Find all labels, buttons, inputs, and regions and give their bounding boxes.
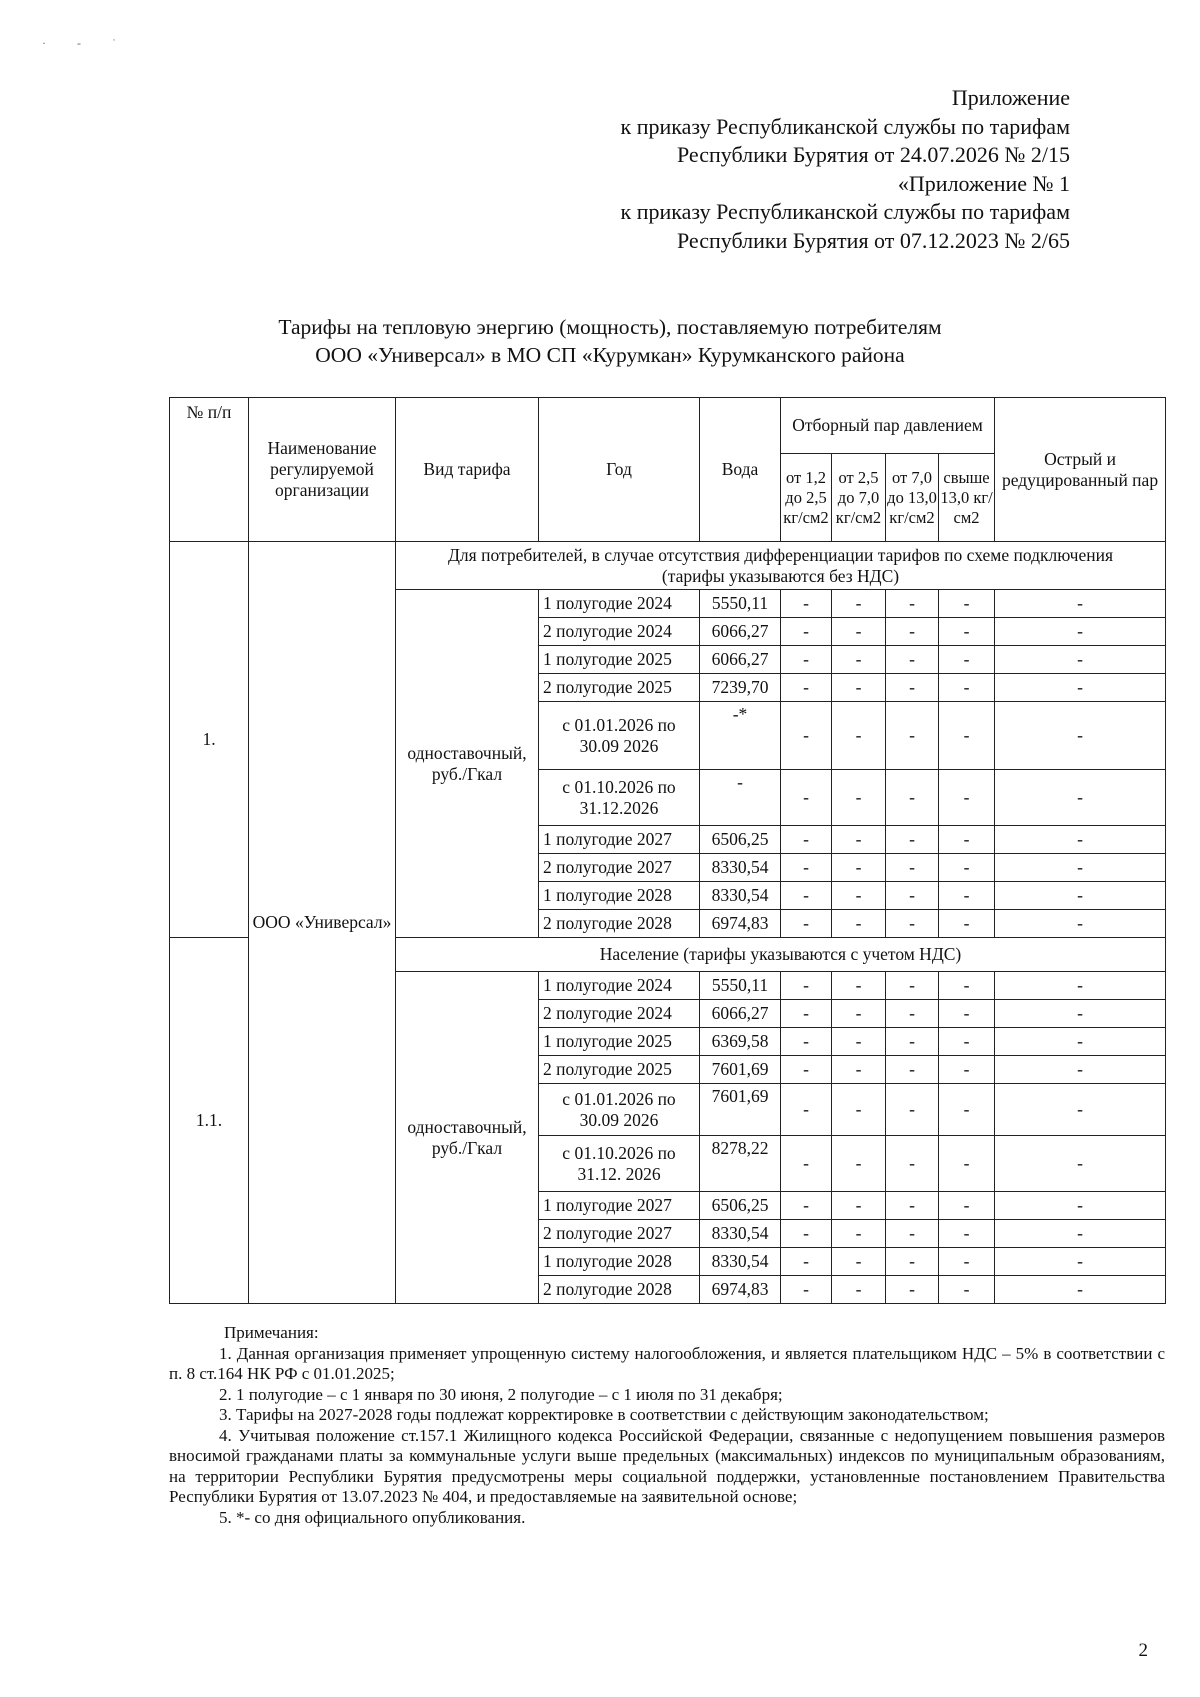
- steam-value: -: [886, 1136, 939, 1192]
- header-num-text: № п/п: [186, 402, 232, 422]
- water-value: -: [700, 770, 781, 826]
- steam-value: -: [781, 1276, 832, 1304]
- water-value: 6506,25: [700, 1192, 781, 1220]
- steam-value: -: [832, 702, 886, 770]
- note-item: 2. 1 полугодие – с 1 января по 30 июня, 2 полугодие – с 1 июля по 31 декабря;: [219, 1384, 783, 1404]
- section-caption: Население (тарифы указываются с учетом НДС): [396, 938, 1166, 972]
- water-value: 7601,69: [700, 1056, 781, 1084]
- header-line: Приложение: [951, 85, 1070, 110]
- steam-value: -: [886, 882, 939, 910]
- water-value: 6974,83: [700, 1276, 781, 1304]
- steam-value: -: [939, 1248, 995, 1276]
- steam-value: -: [781, 1028, 832, 1056]
- header-line: Республики Бурятия от 07.12.2023 № 2/65: [676, 227, 1070, 253]
- year-cell: 1 полугодие 2027: [539, 1192, 700, 1220]
- steam-value: -: [939, 882, 995, 910]
- water-value: 6066,27: [700, 1000, 781, 1028]
- steam-value: -: [832, 1136, 886, 1192]
- year-cell: 1 полугодие 2028: [539, 882, 700, 910]
- sharp-steam-value: -: [995, 618, 1166, 646]
- steam-value: -: [781, 1056, 832, 1084]
- scan-marks: · - ˙: [42, 36, 130, 50]
- water-value: 7601,69: [700, 1084, 781, 1136]
- sharp-steam-value: -: [995, 826, 1166, 854]
- steam-value: -: [832, 1276, 886, 1304]
- sharp-steam-value: -: [995, 590, 1166, 618]
- sharp-steam-value: -: [995, 1056, 1166, 1084]
- steam-value: -: [886, 770, 939, 826]
- steam-value: -: [832, 1000, 886, 1028]
- header-line: к приказу Республиканской службы по тарифам: [620, 199, 1070, 224]
- steam-value: -: [781, 1000, 832, 1028]
- tariff-type: одноставочный, руб./Гкал: [396, 590, 539, 938]
- year-cell: 1 полугодие 2025: [539, 1028, 700, 1056]
- sharp-steam-value: -: [995, 1220, 1166, 1248]
- steam-value: -: [781, 618, 832, 646]
- document-title: [180, 313, 1040, 369]
- header-org: Наименование регулируемой организации: [249, 398, 396, 542]
- note-item: 5. *- со дня официального опубликования.: [219, 1507, 526, 1527]
- steam-value: -: [939, 590, 995, 618]
- steam-value: -: [781, 590, 832, 618]
- steam-value: -: [832, 1028, 886, 1056]
- steam-value: -: [781, 826, 832, 854]
- tariff-type: одноставочный, руб./Гкал: [396, 972, 539, 1304]
- steam-value: -: [886, 972, 939, 1000]
- steam-value: -: [781, 1248, 832, 1276]
- sharp-steam-value: -: [995, 854, 1166, 882]
- steam-value: -: [832, 910, 886, 938]
- steam-value: -: [939, 1056, 995, 1084]
- steam-value: -: [781, 702, 832, 770]
- year-cell: 2 полугодие 2028: [539, 910, 700, 938]
- section-caption-row: [170, 542, 1166, 590]
- year-cell: 2 полугодие 2024: [539, 1000, 700, 1028]
- year-cell: 2 полугодие 2025: [539, 674, 700, 702]
- steam-value: -: [832, 1084, 886, 1136]
- water-value: -*: [700, 702, 781, 770]
- sharp-steam-value: -: [995, 1248, 1166, 1276]
- section-caption: Для потребителей, в случае отсутствия дифференциации тарифов по схеме подключения (тарифы указываются без НДС): [396, 542, 1166, 590]
- title-line-1: Тарифы на тепловую энергию (мощность), поставляемую потребителям: [278, 315, 942, 339]
- steam-value: -: [832, 1192, 886, 1220]
- steam-value: -: [781, 882, 832, 910]
- steam-value: -: [939, 1220, 995, 1248]
- sharp-steam-value: -: [995, 770, 1166, 826]
- steam-value: -: [832, 1056, 886, 1084]
- water-value: 6066,27: [700, 618, 781, 646]
- header-tariff-type: Вид тарифа: [396, 398, 539, 542]
- steam-value: -: [832, 618, 886, 646]
- steam-value: -: [781, 854, 832, 882]
- water-value: 6974,83: [700, 910, 781, 938]
- steam-value: -: [939, 674, 995, 702]
- steam-value: -: [939, 854, 995, 882]
- steam-value: -: [939, 1000, 995, 1028]
- header-block: [621, 84, 1070, 255]
- header-line: Республики Бурятия от 24.07.2026 № 2/15: [676, 142, 1070, 167]
- steam-value: -: [832, 590, 886, 618]
- steam-value: -: [781, 646, 832, 674]
- steam-value: -: [886, 1056, 939, 1084]
- steam-value: -: [939, 702, 995, 770]
- water-value: 7239,70: [700, 674, 781, 702]
- sharp-steam-value: -: [995, 972, 1166, 1000]
- steam-value: -: [781, 1192, 832, 1220]
- sharp-steam-value: -: [995, 1000, 1166, 1028]
- year-cell: с 01.01.2026 по 30.09 2026: [539, 702, 700, 770]
- tariff-table-body: [170, 542, 1166, 1304]
- steam-value: -: [886, 826, 939, 854]
- steam-value: -: [886, 1028, 939, 1056]
- steam-value: -: [939, 1276, 995, 1304]
- steam-value: -: [939, 826, 995, 854]
- steam-value: -: [832, 770, 886, 826]
- steam-value: -: [886, 702, 939, 770]
- water-value: 8330,54: [700, 854, 781, 882]
- steam-value: -: [886, 1000, 939, 1028]
- sharp-steam-value: -: [995, 1192, 1166, 1220]
- steam-value: -: [832, 674, 886, 702]
- year-cell: 2 полугодие 2027: [539, 1220, 700, 1248]
- header-year: Год: [539, 398, 700, 542]
- organization-name: ООО «Универсал»: [249, 542, 396, 1304]
- header-line: к приказу Республиканской службы по тарифам: [620, 113, 1070, 139]
- steam-value: -: [832, 646, 886, 674]
- header-num: [170, 398, 249, 542]
- year-cell: с 01.10.2026 по 31.12.2026: [539, 770, 700, 826]
- year-cell: 2 полугодие 2025: [539, 1056, 700, 1084]
- title-line-2: ООО «Универсал» в МО СП «Курумкан» Курумканского района: [315, 343, 905, 367]
- steam-value: -: [781, 1136, 832, 1192]
- steam-value: -: [939, 1136, 995, 1192]
- water-value: 6066,27: [700, 646, 781, 674]
- steam-value: -: [939, 1084, 995, 1136]
- steam-value: -: [886, 618, 939, 646]
- steam-value: -: [832, 882, 886, 910]
- steam-value: -: [832, 972, 886, 1000]
- year-cell: 2 полугодие 2028: [539, 1276, 700, 1304]
- steam-value: -: [886, 910, 939, 938]
- steam-value: -: [886, 1192, 939, 1220]
- steam-value: -: [939, 910, 995, 938]
- year-cell: 1 полугодие 2028: [539, 1248, 700, 1276]
- steam-value: -: [886, 590, 939, 618]
- steam-value: -: [939, 646, 995, 674]
- steam-value: -: [781, 910, 832, 938]
- steam-value: -: [939, 618, 995, 646]
- steam-value: -: [781, 972, 832, 1000]
- steam-value: -: [781, 770, 832, 826]
- year-cell: 2 полугодие 2027: [539, 854, 700, 882]
- section-number: 1.: [170, 542, 249, 938]
- steam-value: -: [939, 1028, 995, 1056]
- water-value: 8278,22: [700, 1136, 781, 1192]
- note-item: 3. Тарифы на 2027-2028 годы подлежат корректировке в соответствии с действующим законодательством;: [219, 1405, 989, 1424]
- water-value: 8330,54: [700, 1248, 781, 1276]
- note-item: 1. Данная организация применяет упрощенную систему налогообложения, и является плательщиком НДС – 5% в соответствии с п. 8 ст.164 НК РФ с 01.01.2025;: [169, 1343, 1165, 1383]
- year-cell: 1 полугодие 2025: [539, 646, 700, 674]
- steam-value: -: [781, 674, 832, 702]
- steam-value: -: [832, 1220, 886, 1248]
- note-item: 4. Учитывая положение ст.157.1 Жилищного кодекса Российской Федерации, связанные с недопущением повышения размеров вносимой гражданами платы за коммунальные услуги выше предельных (максимальных) индексов по муниципальным образованиям, на территории Республики Бурятия предусмотрены меры социальной поддержки, установленные постановлением Правительства Республики Бурятия от 13.07.2023 № 404, и предоставляемые на заявительной основе;: [169, 1425, 1165, 1506]
- steam-value: -: [939, 770, 995, 826]
- steam-value: -: [781, 1220, 832, 1248]
- sharp-steam-value: -: [995, 1084, 1166, 1136]
- tariff-table: [169, 397, 1166, 1304]
- header-steam-1: от 1,2 до 2,5 кг/см2: [781, 454, 832, 542]
- year-cell: 2 полугодие 2024: [539, 618, 700, 646]
- steam-value: -: [886, 1248, 939, 1276]
- steam-value: -: [939, 972, 995, 1000]
- year-cell: 1 полугодие 2024: [539, 972, 700, 1000]
- notes-block: [169, 1323, 1165, 1528]
- water-value: 5550,11: [700, 590, 781, 618]
- water-value: 6369,58: [700, 1028, 781, 1056]
- steam-value: -: [886, 674, 939, 702]
- sharp-steam-value: -: [995, 674, 1166, 702]
- steam-value: -: [886, 646, 939, 674]
- year-cell: 1 полугодие 2024: [539, 590, 700, 618]
- sharp-steam-value: -: [995, 882, 1166, 910]
- sharp-steam-value: -: [995, 1276, 1166, 1304]
- sharp-steam-value: -: [995, 910, 1166, 938]
- header-water: Вода: [700, 398, 781, 542]
- notes-heading: Примечания:: [224, 1323, 319, 1342]
- header-steam-group: Отборный пар давлением: [781, 398, 995, 454]
- steam-value: -: [832, 826, 886, 854]
- steam-value: -: [886, 1276, 939, 1304]
- steam-value: -: [886, 854, 939, 882]
- sharp-steam-value: -: [995, 646, 1166, 674]
- year-cell: с 01.01.2026 по 30.09 2026: [539, 1084, 700, 1136]
- steam-value: -: [886, 1084, 939, 1136]
- steam-value: -: [886, 1220, 939, 1248]
- header-line: «Приложение № 1: [897, 170, 1070, 196]
- header-steam-4: свыше 13,0 кг/см2: [939, 454, 995, 542]
- water-value: 6506,25: [700, 826, 781, 854]
- sharp-steam-value: -: [995, 702, 1166, 770]
- sharp-steam-value: -: [995, 1136, 1166, 1192]
- water-value: 8330,54: [700, 882, 781, 910]
- year-cell: с 01.10.2026 по 31.12. 2026: [539, 1136, 700, 1192]
- steam-value: -: [939, 1192, 995, 1220]
- year-cell: 1 полугодие 2027: [539, 826, 700, 854]
- sharp-steam-value: -: [995, 1028, 1166, 1056]
- water-value: 5550,11: [700, 972, 781, 1000]
- steam-value: -: [832, 1248, 886, 1276]
- page-number: 2: [1138, 1640, 1148, 1661]
- header-steam-2: от 2,5 до 7,0 кг/см2: [832, 454, 886, 542]
- water-value: 8330,54: [700, 1220, 781, 1248]
- header-sharp-steam: Острый и редуцированный пар: [995, 398, 1166, 542]
- header-steam-3: от 7,0 до 13,0 кг/см2: [886, 454, 939, 542]
- steam-value: -: [781, 1084, 832, 1136]
- section-number: 1.1.: [170, 938, 249, 1304]
- steam-value: -: [832, 854, 886, 882]
